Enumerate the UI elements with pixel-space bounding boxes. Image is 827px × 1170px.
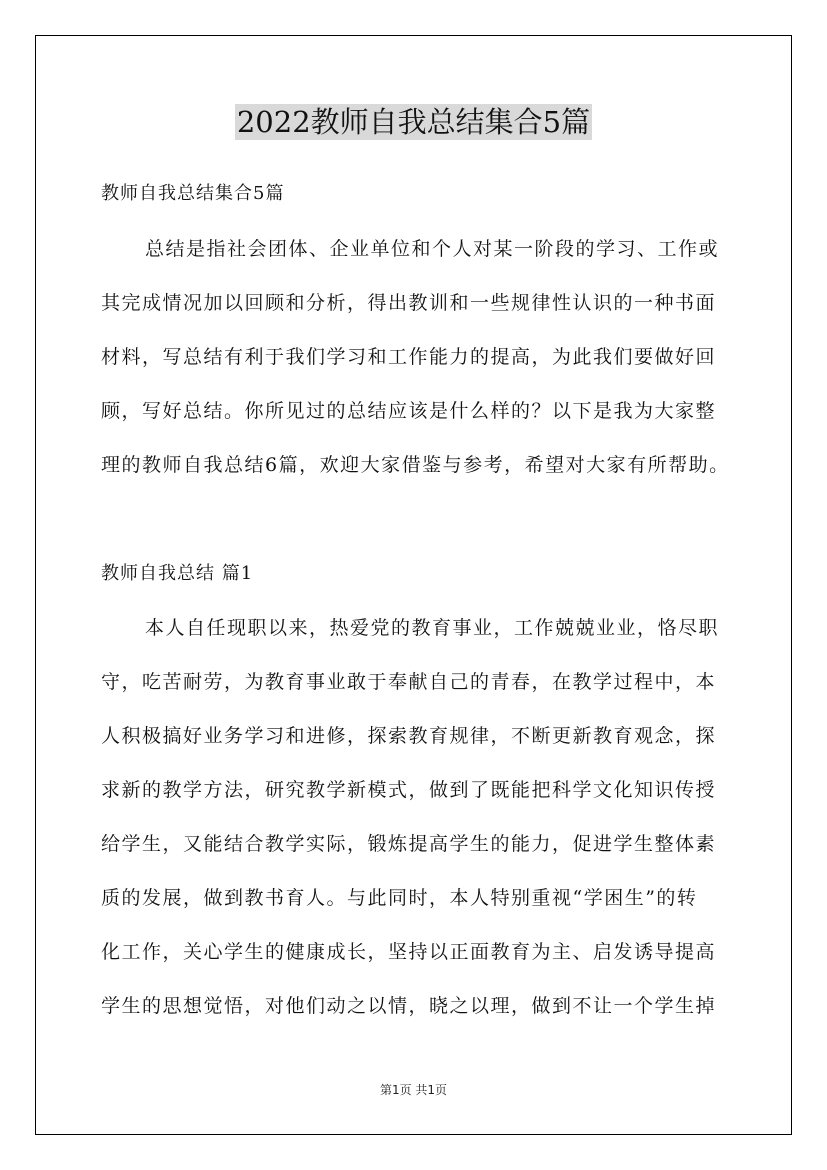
paragraph-line: 化工作，关心学生的健康成长，坚持以正面教育为主、启发诱导提高 xyxy=(101,941,717,963)
paragraph-line: 本人自任现职以来，热爱党的教育事业，工作兢兢业业，恪尽职 xyxy=(145,617,720,639)
paragraph-line: 其完成情况加以回顾和分析，得出教训和一些规律性认识的一种书面 xyxy=(101,292,717,314)
paragraph-line: 人积极搞好业务学习和进修，探索教育规律，不断更新教育观念，探 xyxy=(101,725,717,747)
paragraph-line: 总结是指社会团体、企业单位和个人对某一阶段的学习、工作或 xyxy=(145,238,720,260)
paragraph-line: 材料，写总结有利于我们学习和工作能力的提高，为此我们要做好回 xyxy=(101,346,717,368)
paragraph-line: 顾，写好总结。你所见过的总结应该是什么样的？以下是我为大家整 xyxy=(101,400,717,422)
section1-paragraph xyxy=(101,615,741,1047)
section-heading: 教师自我总结 篇1 xyxy=(101,563,254,584)
paragraph-line: 给学生，又能结合教学实际，锻炼提高学生的能力，促进学生整体素 xyxy=(101,833,717,855)
paragraph-line: 理的教师自我总结6篇，欢迎大家借鉴与参考，希望对大家有所帮助。 xyxy=(101,454,730,476)
paragraph-line: 学生的思想觉悟，对他们动之以情，晓之以理，做到不让一个学生掉 xyxy=(101,995,717,1017)
page-number: 第1页 共1页 xyxy=(379,1083,448,1097)
intro-paragraph xyxy=(101,236,741,506)
document-subtitle: 教师自我总结集合5篇 xyxy=(101,183,285,204)
document-title-text: 2022教师自我总结集合5篇 xyxy=(236,105,591,139)
paragraph-line: 求新的教学方法，研究教学新模式，做到了既能把科学文化知识传授 xyxy=(101,779,717,801)
document-title xyxy=(0,103,827,140)
paragraph-line: 质的发展，做到教书育人。与此同时，本人特别重视“学困生”的转 xyxy=(101,887,698,909)
page-footer xyxy=(0,1082,827,1098)
paragraph-line: 守，吃苦耐劳，为教育事业敢于奉献自己的青春，在教学过程中，本 xyxy=(101,671,717,693)
